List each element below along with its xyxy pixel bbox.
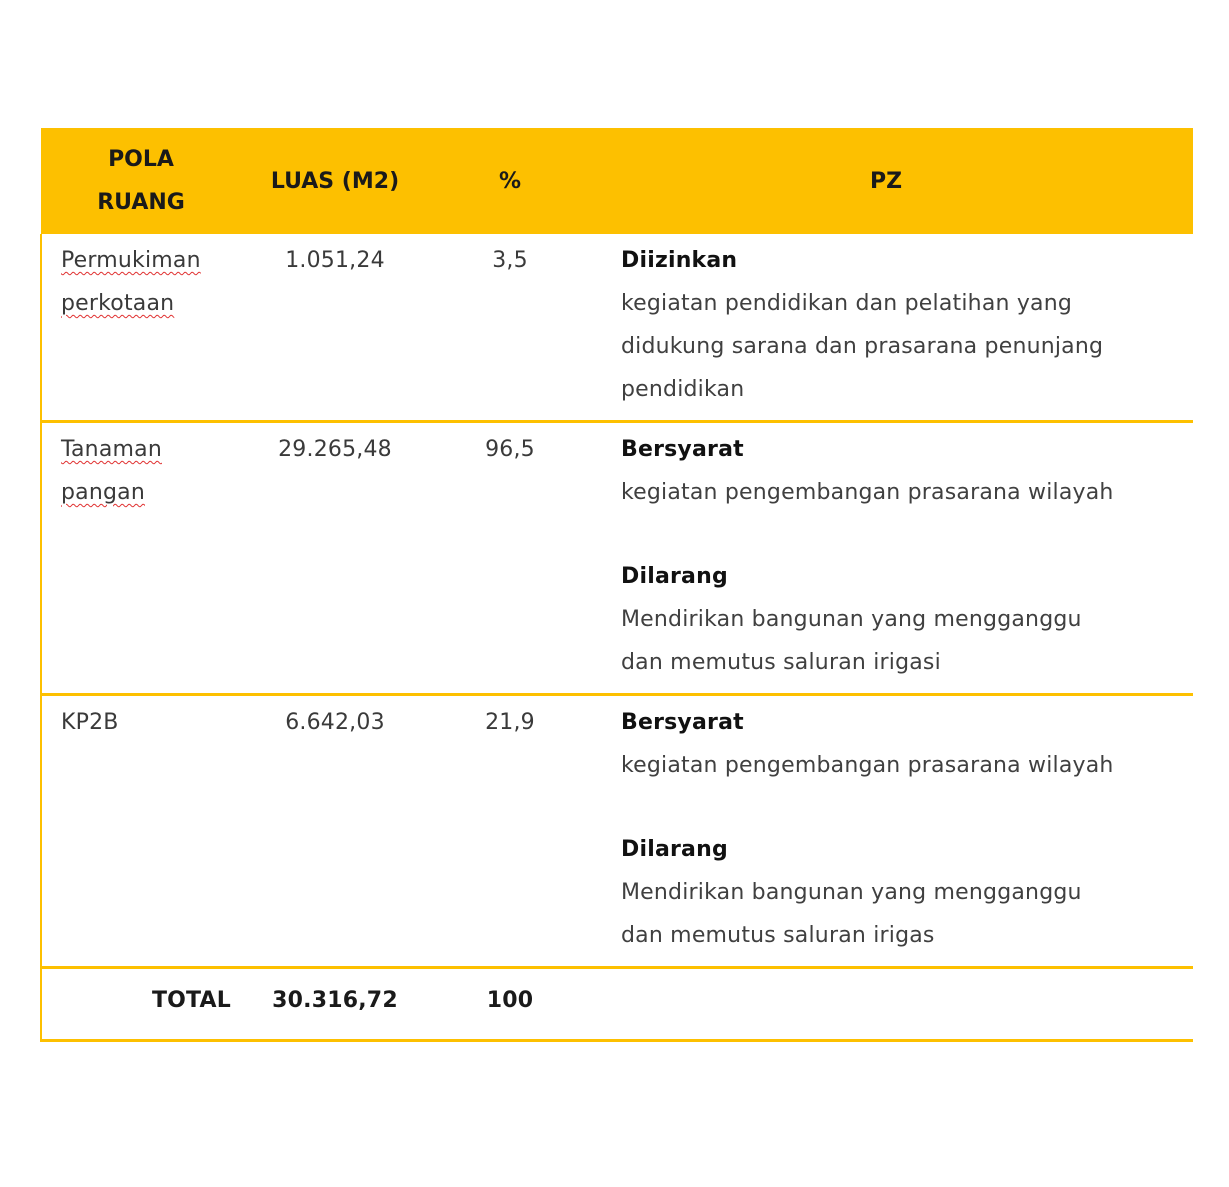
total-percent: 100 (486, 988, 534, 1013)
pola-ruang-line1: Permukiman (61, 248, 201, 273)
pz-text-line: pendidikan (621, 377, 745, 402)
table-body (41, 234, 1193, 1041)
pz-text-line: Mendirikan bangunan yang mengganggu (621, 607, 1082, 632)
cell-percent: 96,5 (485, 437, 535, 462)
cell-luas: 1.051,24 (285, 248, 385, 273)
header-pz: PZ (869, 168, 903, 194)
pz-heading: Dilarang (621, 837, 728, 862)
header-percent: % (498, 168, 522, 194)
pola-ruang-line1: KP2B (61, 710, 119, 735)
cell-pz (591, 695, 1193, 968)
cell-percent: 21,9 (485, 710, 535, 735)
pz-text-line: Mendirikan bangunan yang mengganggu (621, 880, 1082, 905)
table-row (41, 234, 1193, 422)
total-pz-empty (591, 968, 1193, 1041)
pz-text-line: dan memutus saluran irigas (621, 923, 935, 948)
cell-pola-ruang (41, 422, 241, 695)
pz-heading: Bersyarat (621, 710, 744, 735)
pola-ruang-table (40, 128, 1193, 1042)
header-pola-ruang-line1: POLA (108, 147, 174, 172)
pola-ruang-line2: pangan (61, 480, 145, 505)
header-row (41, 128, 1193, 234)
cell-pola-ruang (41, 695, 241, 968)
pz-heading: Dilarang (621, 564, 728, 589)
cell-pz (591, 234, 1193, 422)
cell-pz (591, 422, 1193, 695)
pola-ruang-line2: perkotaan (61, 291, 175, 316)
pz-text-line: didukung sarana dan prasarana penunjang (621, 334, 1104, 359)
header-pola-ruang (41, 128, 241, 234)
total-luas: 30.316,72 (272, 988, 398, 1013)
pz-text-line: dan memutus saluran irigasi (621, 650, 941, 675)
pz-spacer (621, 787, 1173, 828)
cell-pola-ruang (41, 234, 241, 422)
table-row (41, 422, 1193, 695)
header-luas: LUAS (M2) (270, 168, 400, 194)
pola-ruang-table-container (40, 128, 1192, 1042)
table-header (41, 128, 1193, 234)
header-pola-ruang-line2: RUANG (97, 190, 185, 215)
pz-heading: Bersyarat (621, 437, 744, 462)
pz-text-line: kegiatan pendidikan dan pelatihan yang (621, 291, 1073, 316)
cell-luas: 6.642,03 (285, 710, 385, 735)
total-label: TOTAL (41, 968, 241, 1041)
pola-ruang-line1: Tanaman (61, 437, 162, 462)
cell-percent: 3,5 (492, 248, 528, 273)
table-row (41, 695, 1193, 968)
pz-spacer (621, 514, 1173, 555)
pz-text-line: kegiatan pengembangan prasarana wilayah (621, 480, 1114, 505)
total-row (41, 968, 1193, 1041)
cell-luas: 29.265,48 (278, 437, 392, 462)
pz-heading: Diizinkan (621, 248, 738, 273)
pz-text-line: kegiatan pengembangan prasarana wilayah (621, 753, 1114, 778)
